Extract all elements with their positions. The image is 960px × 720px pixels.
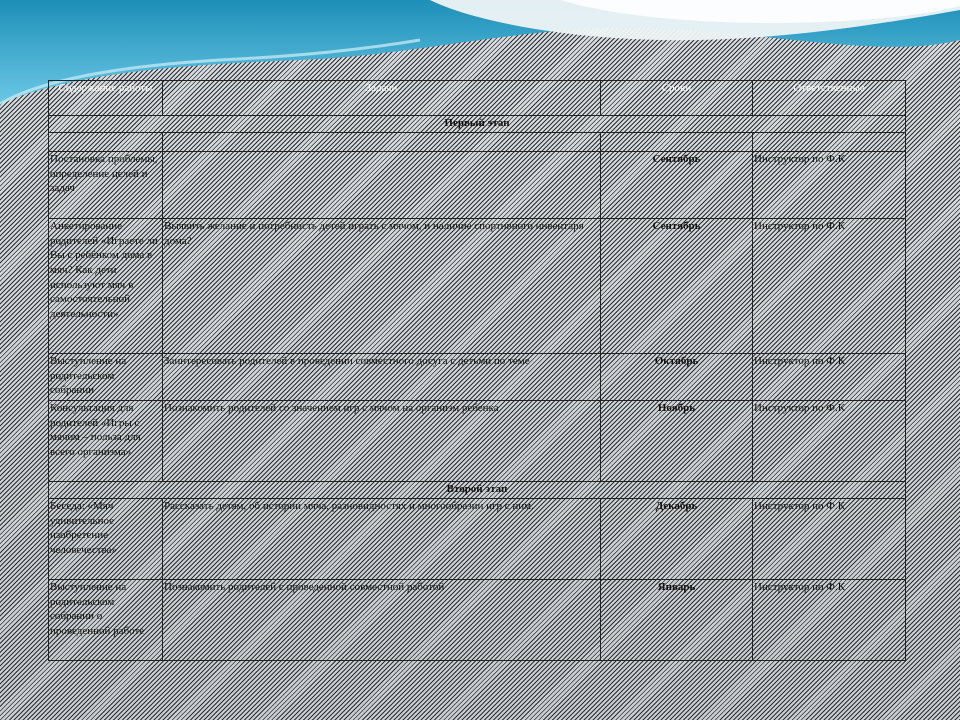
cell-content: Постановка проблемы, определение целей и задач [49, 152, 163, 219]
table-row [49, 401, 906, 482]
cell-task [163, 152, 601, 219]
cell-term: Сентябрь [601, 152, 753, 219]
cell-task: Выявить желание и потребность детей играть с мячом, и наличие спортивного инвентаря дома? [163, 219, 601, 354]
cell-term: Декабрь [601, 499, 753, 580]
cell-term: Сентябрь [601, 219, 753, 354]
cell-content: Выступление на родительском собрании о проведенной работе [49, 580, 163, 661]
stage-row [49, 116, 906, 133]
header-responsible: Ответственные [753, 81, 906, 116]
empty-row [49, 133, 906, 152]
cell-content: Анкетирование родителей «Играете ли Вы с ребёнком дома в мяч? Как дети используют мяч в самостоятельной деятельности» [49, 219, 163, 354]
table-row [49, 152, 906, 219]
cell-term: Ноябрь [601, 401, 753, 482]
table-row [49, 354, 906, 401]
table-row [49, 580, 906, 661]
stage-title: Первый этап [49, 116, 906, 133]
header-tasks: Задачи [163, 81, 601, 116]
stage-row [49, 482, 906, 499]
cell-responsible: Инструктор по Ф.К [753, 580, 906, 661]
header-content: Содержание работы [49, 81, 163, 116]
cell-responsible: Инструктор по Ф.К [753, 401, 906, 482]
cell-task: Познакомить родителей со значением игр с мячом на организм ребенка [163, 401, 601, 482]
cell-task: Познакомить родителей с проведенной совместной работой [163, 580, 601, 661]
cell-responsible: Инструктор по Ф.К [753, 354, 906, 401]
table-row [49, 219, 906, 354]
cell-responsible: Инструктор по Ф.К [753, 219, 906, 354]
cell-term: Октябрь [601, 354, 753, 401]
cell-term: Январь [601, 580, 753, 661]
cell-content: Консультация для родителей «Игры с мячом – польза для всего организма» [49, 401, 163, 482]
cell-content: Выступление на родительском собрании [49, 354, 163, 401]
work-plan-table [48, 80, 906, 661]
cell-task: Заинтересовать родителей в проведении совместного досуга с детьми по теме [163, 354, 601, 401]
header-terms: Сроки [601, 81, 753, 116]
table-row [49, 499, 906, 580]
cell-task: Рассказать детям, об истории мяча, разновидностях и многообразии игр с ним. [163, 499, 601, 580]
cell-responsible: Инструктор по Ф.К [753, 499, 906, 580]
cell-responsible: Инструктор по Ф.К [753, 152, 906, 219]
stage-title: Второй этап [49, 482, 906, 499]
cell-content: Беседа: «Мяч удивительное изобретение человечества» [49, 499, 163, 580]
table-header-row [49, 81, 906, 116]
